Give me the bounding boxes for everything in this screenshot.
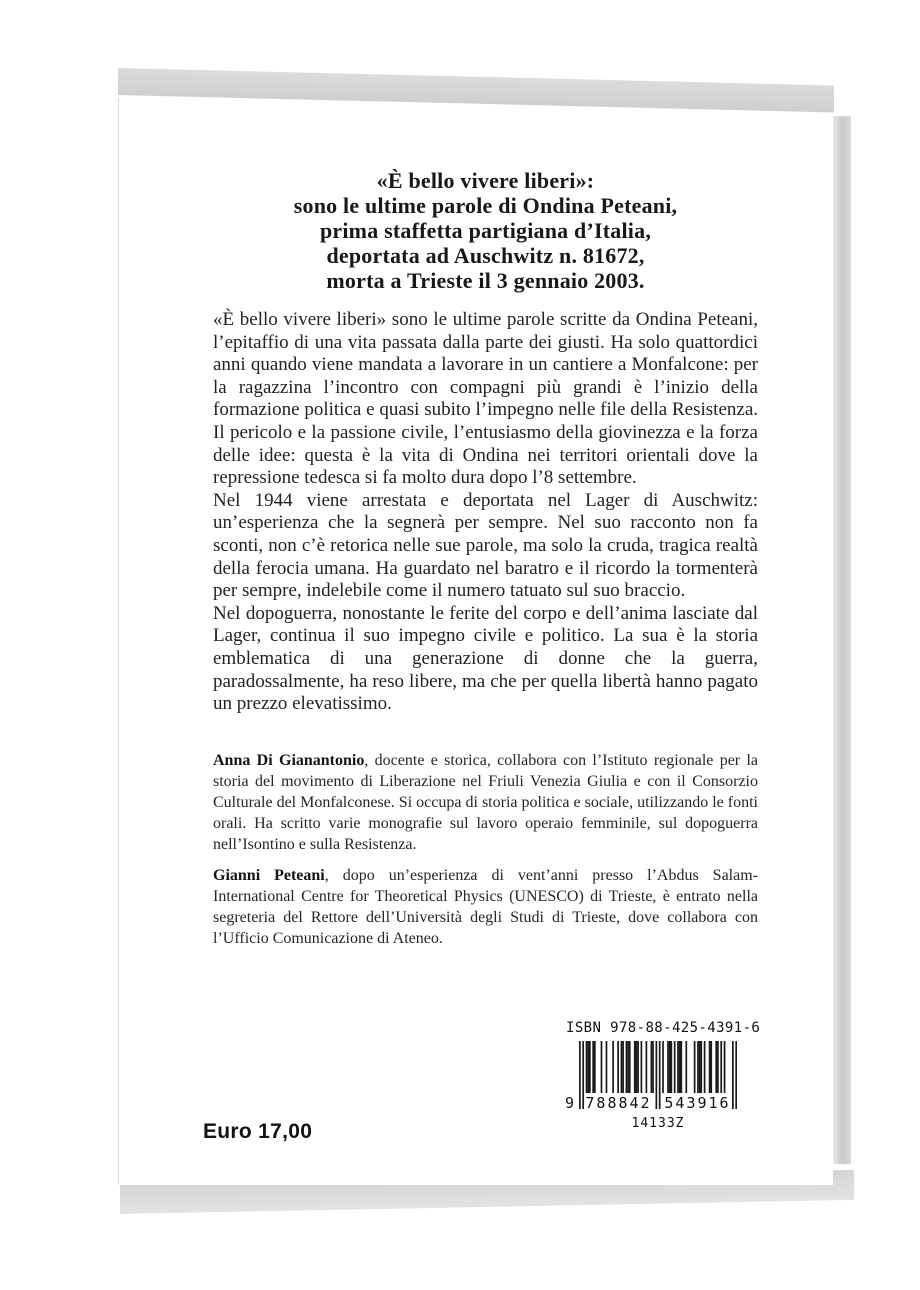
isbn-label: ISBN 978-88-425-4391-6 [566,1020,761,1036]
price-label: Euro 17,00 [203,1120,313,1143]
barcode-digit-group: 788842 [585,1094,652,1112]
headline-line: deportata ad Auschwitz n. 81672, [326,243,645,268]
author-bio [213,750,758,855]
author-bio [213,865,758,949]
synopsis-paragraph: Nel 1944 viene arrestata e deportata nel Lager di Auschwitz: un’esperienza che la segnerà per sempre. Nel suo racconto non fa sconti, non c’è retorica nelle sue parole, ma solo la cruda, tragica realtà della ferocia umana. Ha guardato nel baratro e il ricordo la tormenterà per sempre, indelebile come il numero tatuato sul suo braccio. [213,489,758,602]
headline-line: sono le ultime parole di Ondina Peteani, [293,193,678,218]
headline-line: prima staffetta partigiana d’Italia, [319,218,652,243]
synopsis [213,309,758,716]
headline-line: «È bello vivere liberi»: [376,168,595,193]
headline-line: morta a Trieste il 3 gennaio 2003. [326,268,645,293]
cover-content [119,98,833,1185]
author-bios [213,750,758,949]
headline [213,98,758,293]
ean13-barcode [565,1041,737,1112]
book [118,68,868,1233]
barcode-digits [565,1095,737,1111]
barcode-digit-group: 9 [565,1094,575,1112]
author-bio-text: , dopo un’esperienza di vent’anni presso l’Abdus Salam-International Centre for Theoretical Physics (UNESCO) di Trieste, è entrato nella segreteria del Rettore dell’Università degli Studi di Trieste, dove collabora con l’Ufficio Comunicazione di Ateneo. [213,866,758,947]
back-cover-page [118,98,833,1185]
book-right-page-block-edge [832,116,851,1164]
synopsis-paragraph: Nel dopoguerra, nonostante le ferite del corpo e dell’anima lasciate dal Lager, continua il suo impegno civile e politico. La sua è la storia emblematica di una generazione di donne che la guerra, paradossalmente, ha reso libere, ma che per quella libertà hanno pagato un prezzo elevatissimo. [213,602,758,715]
barcode-digit-group: 543916 [664,1094,731,1112]
author-name: Anna Di Gianantonio [213,751,365,769]
author-name: Gianni Peteani [213,866,325,884]
barcode-print-code: 14133Z [631,1116,685,1131]
synopsis-paragraph: «È bello vivere liberi» sono le ultime parole scritte da Ondina Peteani, l’epitaffio di una vita passata dalla parte dei giusti. Ha solo quattordici anni quando viene mandata a lavorare in un cantiere a Monfalcone: per la ragazzina l’incontro con compagni più grandi è l’inizio della formazione politica e quasi subito l’impegno nelle file della Resistenza. Il pericolo e la passione civile, l’entusiasmo della giovinezza e la forza delle idee: questa è la vita di Ondina nei territori orientali dove la repressione tedesca si fa molto dura dopo l’8 settembre. [213,309,758,489]
isbn-block [565,1020,761,1131]
author-bio-text: , docente e storica, collabora con l’Istituto regionale per la storia del movimento di Liberazione nel Friuli Venezia Giulia e con il Consorzio Culturale del Monfalconese. Si occupa di storia politica e sociale, utilizzando le fonti orali. Ha scritto varie monografie sul lavoro operaio femminile, sul dopoguerra nell’Isontino e sulla Resistenza. [213,751,758,853]
